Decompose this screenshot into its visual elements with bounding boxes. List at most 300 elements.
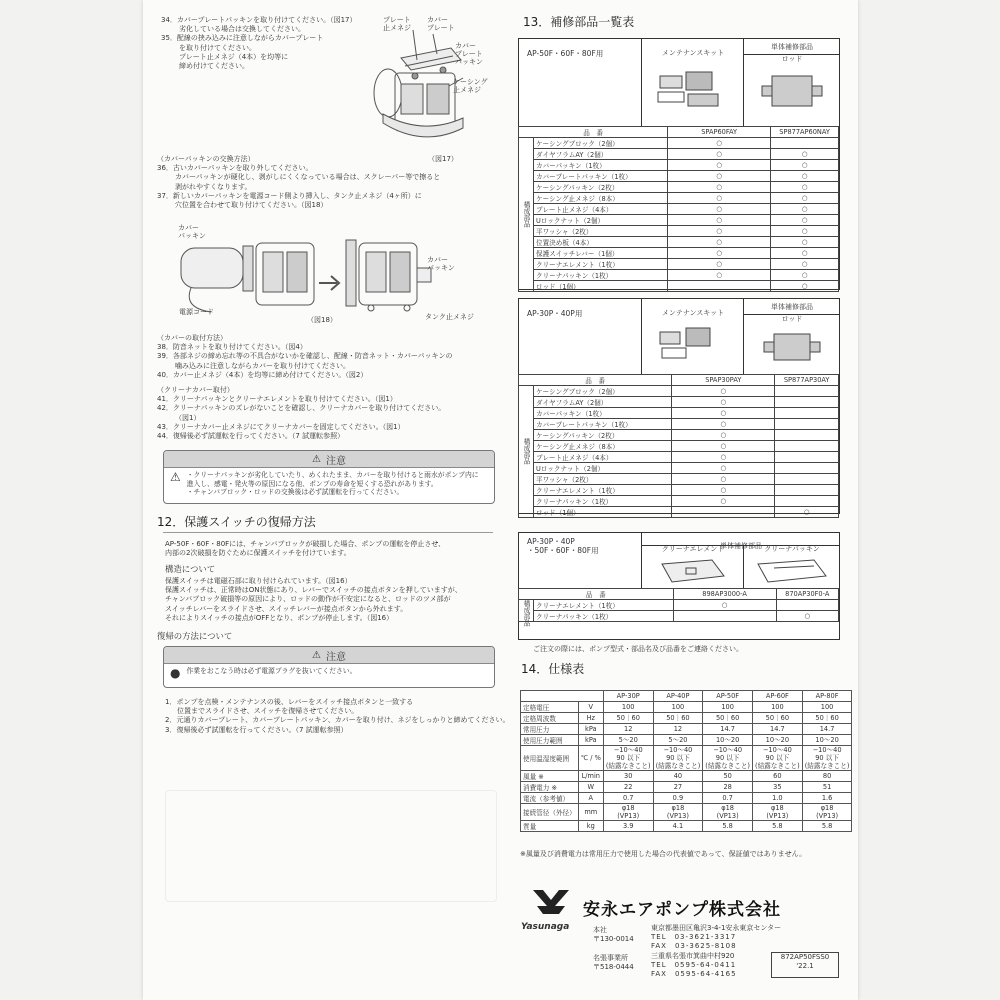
part-code: 898AP3000-A <box>673 589 776 600</box>
spec-value: 0.9 <box>653 793 703 804</box>
step-line: 剥がれやすくなります。 <box>175 182 252 191</box>
spec-value: 50｜60 <box>753 713 803 724</box>
single-part-mark <box>775 485 839 496</box>
part-name: 平ワッシャ（2枚） <box>534 226 668 237</box>
rod-icon <box>744 66 838 116</box>
caution-title: 注意 <box>325 651 346 663</box>
spec-value: φ18 (VP13) <box>603 804 653 821</box>
spec-table <box>520 690 852 832</box>
spec-unit: V <box>578 702 603 713</box>
single-part-mark: ○ <box>775 507 839 518</box>
packing-replacement-section <box>157 155 440 210</box>
step-line: 穴位置を合わせて取り付けてください。（図18） <box>175 201 328 210</box>
restore-steps <box>165 698 510 735</box>
hq-zip: 〒130-0014 <box>593 935 634 943</box>
table-row <box>519 281 839 292</box>
part-name: プレート止メネジ（4本） <box>534 452 672 463</box>
part-name: ロッド（1個） <box>534 281 668 292</box>
table-row <box>519 270 839 281</box>
spec-value: 5〜20 <box>653 735 703 746</box>
manual-page <box>143 0 858 1000</box>
paragraph-line: それによりスイッチの接点がOFFとなり、ポンプが停止します。（図16） <box>165 613 394 622</box>
caution-line: ・チャンバブロック・ロッドの交換後は必ず試運転を行ってください。 <box>186 488 404 497</box>
part-name: クリーナエレメント（1枚） <box>534 600 674 611</box>
caution-box-2 <box>163 646 495 688</box>
spec-label: 消費電力 ※ <box>521 782 579 793</box>
spec-row <box>521 702 852 713</box>
kit-mark: ○ <box>672 496 775 507</box>
kit-mark: ○ <box>672 419 775 430</box>
spec-value: φ18 (VP13) <box>753 804 803 821</box>
spec-unit: mm <box>578 804 603 821</box>
kit-mark: ○ <box>668 149 771 160</box>
step-line: カバーパッキンが硬化し、剥がしにくくなっている場合は、スクレーパー等で擦ると <box>175 173 441 182</box>
part-name: カバーパッキン（1枚） <box>534 160 668 171</box>
section-13-title: 13．補修部品一覧表 <box>523 15 635 29</box>
spec-value: −10〜40 90 以下 (結露なきこと) <box>753 746 803 771</box>
spec-value: 28 <box>703 782 753 793</box>
single-part-mark <box>775 452 839 463</box>
rod-sub: ロッド <box>744 54 840 64</box>
side-label: 構成部品 <box>519 138 534 292</box>
single-part-mark: ○ <box>771 160 839 171</box>
single-part-mark <box>775 419 839 430</box>
spec-value: 10〜20 <box>753 735 803 746</box>
step-line: 位置までスライドさせ、スイッチを復帰させてください。 <box>177 707 359 716</box>
spec-header-row <box>521 691 852 702</box>
spec-label: 使用温湿度範囲 <box>521 746 579 771</box>
table-model: AP-30P・40P用 <box>527 309 583 318</box>
spec-value: 5〜20 <box>603 735 653 746</box>
part-name: クリーナパッキン（1枚） <box>534 611 674 622</box>
spec-row <box>521 793 852 804</box>
table-row <box>519 474 839 485</box>
kit-mark: ○ <box>672 452 775 463</box>
section-14-title: 14．仕様表 <box>521 662 585 676</box>
yasunaga-logo-icon <box>529 886 573 920</box>
kit-mark: ○ <box>668 259 771 270</box>
table-row <box>519 507 839 518</box>
rod-icon <box>744 326 838 370</box>
spec-row <box>521 804 852 821</box>
step-line: 43．クリーナカバー止メネジにてクリーナカバーを固定してください。（図1） <box>157 422 405 431</box>
single-part-mark: ○ <box>771 248 839 259</box>
spec-value: 27 <box>653 782 703 793</box>
spec-value: 35 <box>753 782 803 793</box>
paragraph-line: スイッチレバーをスライドさせ、スイッチレバーが接点ボタンから外れます。 <box>165 604 408 613</box>
spec-value: 50｜60 <box>603 713 653 724</box>
single-part-mark: ○ <box>771 281 839 292</box>
label-plate-screw: プレート 止メネジ <box>383 16 411 32</box>
parts-table-30p-40p <box>518 298 840 517</box>
spec-value: 12 <box>603 724 653 735</box>
hq-label: 本社 <box>593 926 607 934</box>
order-note: ご注文の際には、ポンプ型式・部品名及び品番をご連絡ください。 <box>533 645 743 653</box>
table-row <box>519 375 839 386</box>
rod-title: 単体補修部品 <box>771 303 813 311</box>
kit-mark <box>672 507 775 518</box>
unplug-icon: ● <box>170 666 181 680</box>
label-casing-screw: ケーシング 止メネジ <box>453 78 488 94</box>
table-row <box>519 430 839 441</box>
single-part-mark: ○ <box>771 171 839 182</box>
spec-value: 100 <box>802 702 852 713</box>
part-name: ケーシングパッキン（2枚） <box>534 182 668 193</box>
table-row <box>519 463 839 474</box>
table-row <box>519 589 839 600</box>
table-row <box>519 259 839 270</box>
label-cover-packing-2: カバー パッキン <box>427 256 455 272</box>
spec-label: 常用圧力 <box>521 724 579 735</box>
model-header: AP-50F <box>703 691 753 702</box>
spec-value: 100 <box>703 702 753 713</box>
step-line: 42．クリーナパッキンのズレがないことを確認し、クリーナカバーを取り付けてください。 <box>157 404 446 413</box>
single-part-mark <box>775 430 839 441</box>
part-name: クリーナパッキン（1枚） <box>534 496 672 507</box>
table-row <box>519 452 839 463</box>
spec-value: 0.7 <box>603 793 653 804</box>
single-part-mark: ○ <box>771 270 839 281</box>
subheading: （カバーパッキンの交換方法） <box>157 155 255 163</box>
table-row <box>519 600 839 611</box>
hq-fax: FAX 03-3625-8108 <box>651 942 737 951</box>
warning-triangle-icon: ⚠ <box>170 470 181 484</box>
label-cover-plate-packing: カバー プレート パッキン <box>455 42 483 66</box>
hq-address: 東京都墨田区亀沢3-4-1安永東京センター <box>651 924 782 932</box>
table-row <box>519 397 839 408</box>
branch-fax: FAX 0595-64-4165 <box>651 970 737 979</box>
spec-note: ※風量及び消費電力は常用圧力で使用した場合の代表値であって、保証値ではありません。 <box>520 850 807 858</box>
spec-value: −10〜40 90 以下 (結露なきこと) <box>703 746 753 771</box>
spec-label: 定格周波数 <box>521 713 579 724</box>
step-line: 37．新しいカバーパッキンを電源コード側より挿入し、タンク止メネジ（4ヶ所）に <box>157 191 422 200</box>
table-row <box>519 160 839 171</box>
side-label: 構成部品 <box>519 386 534 518</box>
part-name: カバーパッキン（1枚） <box>534 408 672 419</box>
step-line: 締め付けてください。 <box>179 62 249 71</box>
spec-value: 14.7 <box>802 724 852 735</box>
part-name: カバープレートパッキン（1枚） <box>534 171 668 182</box>
spec-label: 使用圧力範囲 <box>521 735 579 746</box>
spec-row <box>521 735 852 746</box>
table-row <box>519 386 839 397</box>
kit-mark: ○ <box>672 485 775 496</box>
kit-mark: ○ <box>668 237 771 248</box>
step-line: 劣化している場合は交換してください。 <box>179 25 305 34</box>
spec-value: 50｜60 <box>653 713 703 724</box>
kit-mark: ○ <box>668 171 771 182</box>
section-12-title: 12．保護スイッチの復帰方法 <box>157 515 316 529</box>
spec-value: 30 <box>603 771 653 782</box>
spec-unit: W <box>578 782 603 793</box>
packing-title: クリーナパッキン <box>764 545 820 553</box>
paragraph-line: AP-50F・60F・80Fには、チャンバブロックが破損した場合、ポンプの運転を停止させ、 <box>165 540 446 548</box>
part-name: ケーシング止メネジ（8本） <box>534 441 672 452</box>
single-part-mark <box>776 600 838 611</box>
model-header: AP-80F <box>802 691 852 702</box>
step-line: 39．各部ネジの締め忘れ等の不具合がないかを確認し、配線・防音ネット・カバーパッキンの <box>157 352 453 361</box>
kit-title: メンテナンスキット <box>661 309 725 317</box>
model-header: AP-30P <box>603 691 653 702</box>
table-model: AP-30P・40P ・50F・60F・80F用 <box>527 537 599 556</box>
table-row <box>519 419 839 430</box>
element-column-head <box>641 545 744 589</box>
step-line: 34．カバープレートパッキンを取り付けてください。（図17） <box>161 16 357 24</box>
spec-unit: L/min <box>578 771 603 782</box>
step-line: 44．復帰後必ず試運転を行ってください。（7 試運転参照） <box>157 432 345 441</box>
table-row <box>519 127 839 138</box>
spec-value: 50 <box>703 771 753 782</box>
spec-value: −10〜40 90 以下 (結露なきこと) <box>603 746 653 771</box>
label-cover-plate: カバー プレート <box>427 16 455 32</box>
spec-value: 3.9 <box>603 821 653 832</box>
kit-column-head <box>641 299 744 375</box>
label-cover-packing: カバー パッキン <box>178 224 206 240</box>
label-power-cord: 電源コード <box>179 308 214 316</box>
spec-unit: kPa <box>578 724 603 735</box>
branch-label: 名張事業所 <box>593 954 628 962</box>
cover-install-section <box>157 334 453 380</box>
spec-value: 22 <box>603 782 653 793</box>
spec-value: 10〜20 <box>703 735 753 746</box>
structure-heading: 構造について <box>165 564 216 574</box>
caution-header <box>164 647 494 664</box>
part-name: クリーナエレメント（1枚） <box>534 485 672 496</box>
spec-row <box>521 821 852 832</box>
hq-address-block <box>651 924 781 979</box>
spec-value: 50｜60 <box>703 713 753 724</box>
warning-triangle-icon: ⚠ <box>312 453 321 465</box>
figure-18-caption: （図18） <box>307 316 337 324</box>
item-label: 品 番 <box>519 589 674 600</box>
step-line: （図1） <box>175 413 201 422</box>
cleaner-packing-icon <box>744 554 838 586</box>
branch-zip: 〒518-0444 <box>593 963 634 971</box>
step-line: 3．復帰後必ず試運転を行ってください。（7 試運転参照） <box>165 725 348 734</box>
single-part-mark: ○ <box>771 204 839 215</box>
single-part-mark <box>775 496 839 507</box>
single-part-mark: ○ <box>776 611 838 622</box>
maintenance-kit-icon <box>642 322 742 366</box>
spec-value: 5.8 <box>753 821 803 832</box>
item-label: 品 番 <box>519 127 668 138</box>
structure-body <box>165 577 462 623</box>
step-line: 1．ポンプを点検・メンテナンスの後、レバーをスイッチ接点ボタンと一致する <box>165 698 414 706</box>
spec-unit: ℃ / % <box>578 746 603 771</box>
part-name: ケーシングパッキン（2枚） <box>534 430 672 441</box>
single-part-mark: ○ <box>771 193 839 204</box>
single-part-mark: ○ <box>771 237 839 248</box>
step-line: 38．防音ネットを取り付けてください。（図4） <box>157 343 307 352</box>
hq-tel: TEL 03-3621-3317 <box>651 933 737 942</box>
part-code: SPAP60FAY <box>668 127 771 138</box>
kit-mark: ○ <box>672 441 775 452</box>
kit-mark: ○ <box>673 600 776 611</box>
cleaner-element-icon <box>642 554 742 586</box>
part-name: Uロックナット（2個） <box>534 463 672 474</box>
parts-table-cleaner <box>518 532 840 640</box>
spec-label: 風量 ※ <box>521 771 579 782</box>
part-name: ケーシングブロック（2個） <box>534 138 668 149</box>
spec-corner <box>521 691 604 702</box>
warning-triangle-icon: ⚠ <box>312 649 321 661</box>
spec-unit: A <box>578 793 603 804</box>
kit-mark: ○ <box>672 397 775 408</box>
spec-value: 40 <box>653 771 703 782</box>
caution-header <box>164 451 494 468</box>
caution-box-1 <box>163 450 495 504</box>
kit-mark: ○ <box>668 270 771 281</box>
part-name: Uロックナット（2個） <box>534 215 668 226</box>
spec-value: 14.7 <box>703 724 753 735</box>
kit-mark: ○ <box>672 386 775 397</box>
spec-value: 10〜20 <box>802 735 852 746</box>
part-name: ロッド（1個） <box>534 507 672 518</box>
spec-label: 定格電圧 <box>521 702 579 713</box>
parts-table-50f-60f-80f <box>518 38 840 290</box>
paragraph-line: チャンバブロック破損等の原因により、ロッドの動作が不安定になると、ロッドのツメ部が <box>165 595 451 604</box>
element-title: クリーナエレメント <box>661 545 725 553</box>
table-row <box>519 485 839 496</box>
packing-column-head <box>743 545 840 589</box>
subheading: （カバーの取付方法） <box>157 334 227 342</box>
kit-mark: ○ <box>668 160 771 171</box>
spec-value: 60 <box>753 771 803 782</box>
spec-row <box>521 724 852 735</box>
table-row <box>519 171 839 182</box>
single-part-mark: ○ <box>771 215 839 226</box>
spec-value: −10〜40 90 以下 (結露なきこと) <box>653 746 703 771</box>
single-part-mark: ○ <box>771 149 839 160</box>
kit-mark: ○ <box>668 204 771 215</box>
kit-mark: ○ <box>668 193 771 204</box>
caution-title: 注意 <box>325 455 346 467</box>
model-header: AP-60F <box>753 691 803 702</box>
spec-value: 100 <box>753 702 803 713</box>
single-part-mark <box>775 397 839 408</box>
section-divider <box>163 532 493 533</box>
single-part-mark <box>771 138 839 149</box>
steps-34-35 <box>161 16 356 71</box>
logo-wordmark: Yasunaga <box>521 922 570 932</box>
kit-mark: ○ <box>668 215 771 226</box>
doc-code: 872AP50FSS0 <box>780 953 830 961</box>
kit-mark: ○ <box>668 138 771 149</box>
spec-row <box>521 771 852 782</box>
spec-value: 5.8 <box>802 821 852 832</box>
kit-mark <box>668 281 771 292</box>
spec-value: 51 <box>802 782 852 793</box>
table-row <box>519 204 839 215</box>
step-line: 41．クリーナパッキンとクリーナエレメントを取り付けてください。（図1） <box>157 395 397 404</box>
kit-column-head <box>641 39 744 127</box>
single-part-mark: ○ <box>771 226 839 237</box>
part-name: ケーシングブロック（2個） <box>534 386 672 397</box>
figure-18-cover-packing-install <box>171 228 471 323</box>
paragraph-line: 内部の2次破損を防ぐために保護スイッチを付けています。 <box>165 549 351 558</box>
part-name: クリーナエレメント（1枚） <box>534 259 668 270</box>
subheading: （クリーナカバー取付） <box>157 386 234 394</box>
part-name: 保護スイッチレバー（1個） <box>534 248 668 259</box>
kit-mark: ○ <box>668 182 771 193</box>
kit-mark: ○ <box>672 474 775 485</box>
step-line: を取り付けてください。 <box>179 43 256 52</box>
part-name: クリーナパッキン（1枚） <box>534 270 668 281</box>
spec-label: 接続管径（外径） <box>521 804 579 821</box>
spec-value: 1.0 <box>753 793 803 804</box>
caution-line: ・クリーナパッキンが劣化していたり、めくれたまま、カバーを取り付けると雨水がポンプ内に <box>186 471 479 479</box>
kit-mark: ○ <box>668 248 771 259</box>
header-text: 単体補修部品 <box>720 542 762 550</box>
paragraph-line: 保護スイッチは電磁石部に取り付けられています。（図16） <box>165 577 352 585</box>
spec-value: 100 <box>653 702 703 713</box>
spec-value: 5.8 <box>703 821 753 832</box>
step-line: 噛み込みに注意しながらカバーを取り付けてください。 <box>175 361 350 370</box>
single-part-mark: ○ <box>771 182 839 193</box>
part-name: カバープレートパッキン（1枚） <box>534 419 672 430</box>
single-part-mark: ○ <box>771 259 839 270</box>
table-row <box>519 408 839 419</box>
rod-sub: ロッド <box>744 314 840 324</box>
spec-value: 1.6 <box>802 793 852 804</box>
parts-table-grid <box>518 588 839 627</box>
table-row <box>519 611 839 622</box>
rod-title: 単体補修部品 <box>771 43 813 51</box>
item-label: 品 番 <box>519 375 672 386</box>
part-code: 870AP30F0-A <box>776 589 838 600</box>
spec-value: 50｜60 <box>802 713 852 724</box>
part-name: ダイヤフラムAY（2個） <box>534 397 672 408</box>
section-12-intro <box>165 540 445 558</box>
table-row <box>519 248 839 259</box>
bleed-through-figure <box>165 790 497 902</box>
spec-value: −10〜40 90 以下 (結露なきこと) <box>802 746 852 771</box>
table-row <box>519 441 839 452</box>
paragraph-line: 保護スイッチは、正常時はON状態にあり、レバーでスイッチの接点ボタンを押していますが、 <box>165 586 462 595</box>
parts-table-grid <box>518 374 839 518</box>
spec-unit: kPa <box>578 735 603 746</box>
model-header: AP-40P <box>653 691 703 702</box>
table-row <box>519 496 839 507</box>
branch-address: 三重県名張市箕曲中村920 <box>651 951 735 960</box>
spec-value: 100 <box>603 702 653 713</box>
doc-rev: '22.1 <box>796 962 814 971</box>
spec-row <box>521 713 852 724</box>
step-line: 40．カバー止メネジ（4本）を均等に締め付けてください。（図2） <box>157 370 368 379</box>
spec-value: 80 <box>802 771 852 782</box>
rod-column-head <box>743 299 840 375</box>
step-line: 36．古いカバーパッキンを取り外してください。 <box>157 164 313 173</box>
single-part-mark <box>775 441 839 452</box>
parts-table-grid <box>518 126 839 292</box>
maintenance-kit-icon <box>642 64 742 114</box>
branch-tel: TEL 0595-64-0411 <box>651 960 737 969</box>
kit-mark: ○ <box>672 430 775 441</box>
part-name: 位置決め板（4本） <box>534 237 668 248</box>
spec-label: 質量 <box>521 821 579 832</box>
spec-unit: kg <box>578 821 603 832</box>
label-tank-screw: タンク止メネジ <box>425 313 474 321</box>
part-code: SP877AP30AY <box>775 375 839 386</box>
table-row <box>519 193 839 204</box>
spec-value: 14.7 <box>753 724 803 735</box>
single-part-mark <box>775 463 839 474</box>
company-name: 安永エアポンプ株式会社 <box>583 900 781 920</box>
table-row <box>519 149 839 160</box>
part-name: ダイヤフラムAY（2個） <box>534 149 668 160</box>
kit-mark: ○ <box>672 408 775 419</box>
single-part-mark <box>775 386 839 397</box>
